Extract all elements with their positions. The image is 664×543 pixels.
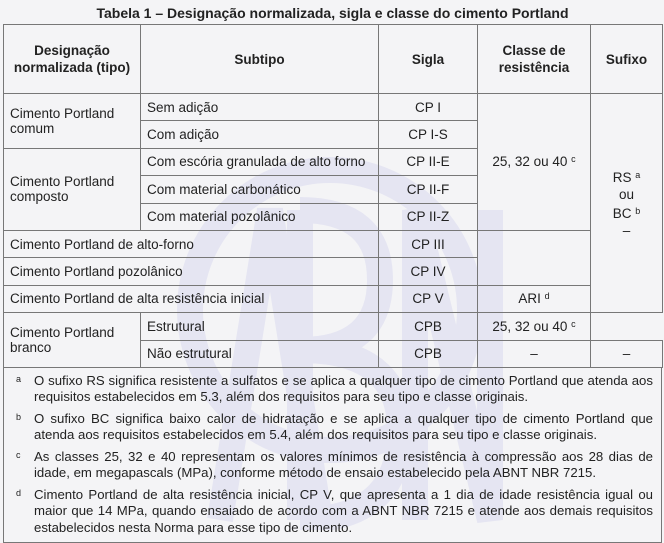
footnote-d [4, 482, 661, 537]
sigla-cell: CP I-S [379, 121, 478, 148]
type-cell: Cimento Portland de alto-forno [4, 230, 379, 257]
sufixo-bc: BC [612, 206, 632, 222]
subtype-cell: Não estrutural [141, 340, 379, 367]
sufixo-dash: – [622, 223, 631, 239]
footnote-text: O sufixo RS significa resistente a sulfatos e se aplica a qualquer tipo de cimento Portland que atenda aos requisitos estabelecidos em 5.3, além dos requisitos para seu tipo e classe originais. [34, 372, 653, 405]
footnote-ref: c [571, 318, 576, 329]
footnote-mark: c [16, 449, 21, 460]
table-row [4, 313, 663, 340]
table-row [4, 94, 663, 121]
footnote-text: O sufixo BC significa baixo calor de hidratação e se aplica a qualquer tipo de cimento Portland que atenda aos requisitos estabelecidos em 5.4, além dos requisitos para seu tipo e classe originais. [34, 410, 653, 443]
footnote-mark: b [16, 411, 22, 422]
classe-value: 25, 32 ou 40 [492, 318, 568, 334]
sufixo-ou: ou [618, 187, 635, 203]
footnote-a [4, 368, 661, 406]
sigla-cell: CP II-Z [379, 203, 478, 230]
sigla-cell: CP I [379, 94, 478, 121]
type-cell: Cimento Portland comum [4, 94, 141, 149]
subtype-cell: Com escória granulada de alto forno [141, 148, 379, 175]
classe-cell [478, 285, 591, 312]
classe-cell: – [478, 340, 591, 367]
header-sufixo: Sufixo [591, 25, 663, 94]
table-row [4, 285, 663, 312]
header-row [4, 25, 663, 94]
footnotes [3, 368, 662, 543]
sufixo-cell [591, 94, 663, 313]
sufixo-cell: – [591, 340, 663, 367]
table-row [4, 230, 663, 257]
sigla-cell: CPB [379, 340, 478, 367]
footnote-text: Cimento Portland de alta resistência inicial, CP V, que apresenta a 1 dia de idade resistência igual ou maior que 14 MPa, quando ensaiado de acordo com a ABNT NBR 7215 e atende aos demais requisitos estabelecidos nesta Norma para esse tipo de cimento. [34, 486, 653, 535]
classe-cell-empty [478, 230, 591, 285]
sigla-cell: CP II-F [379, 176, 478, 203]
classe-value: ARI [518, 291, 541, 307]
footnote-b [4, 406, 661, 444]
footnote-ref: b [635, 206, 641, 217]
type-cell: Cimento Portland de alta resistência inicial [4, 285, 379, 312]
header-classe: Classe de resistência [478, 25, 591, 94]
header-subtipo: Subtipo [141, 25, 379, 94]
cement-table [3, 24, 663, 368]
classe-cell [478, 313, 591, 340]
subtype-cell: Com material carbonático [141, 176, 379, 203]
footnote-ref: c [571, 154, 576, 165]
table-title: Tabela 1 – Designação normalizada, sigla e classe do cimento Portland [96, 5, 569, 21]
type-cell: Cimento Portland composto [4, 148, 141, 230]
sigla-cell: CP II-E [379, 148, 478, 175]
sigla-cell: CPB [379, 313, 478, 340]
footnote-mark: a [16, 373, 22, 384]
subtype-cell: Estrutural [141, 313, 379, 340]
subtype-cell: Sem adição [141, 94, 379, 121]
classe-cell [478, 94, 591, 231]
footnote-ref: d [544, 291, 550, 302]
document [3, 0, 662, 543]
sufixo-rs: RS [612, 170, 632, 186]
header-designacao: Designação normalizada (tipo) [4, 25, 141, 94]
header-sigla: Sigla [379, 25, 478, 94]
subtype-cell: Com adição [141, 121, 379, 148]
sigla-cell: CP IV [379, 258, 478, 285]
classe-value: 25, 32 ou 40 [492, 154, 568, 170]
sigla-cell: CP III [379, 230, 478, 257]
type-cell: Cimento Portland pozolânico [4, 258, 379, 285]
footnote-mark: d [16, 487, 22, 498]
footnote-c [4, 444, 661, 482]
sigla-cell: CP V [379, 285, 478, 312]
subtype-cell: Com material pozolânico [141, 203, 379, 230]
footnote-text: As classes 25, 32 e 40 representam os valores mínimos de resistência à compressão aos 28 dias de idade, em megapascals (MPa), conforme método de ensaio estabelecido pela ABNT NBR 7215. [34, 448, 653, 481]
type-cell: Cimento Portland branco [4, 313, 141, 368]
footnote-ref: a [635, 170, 641, 181]
